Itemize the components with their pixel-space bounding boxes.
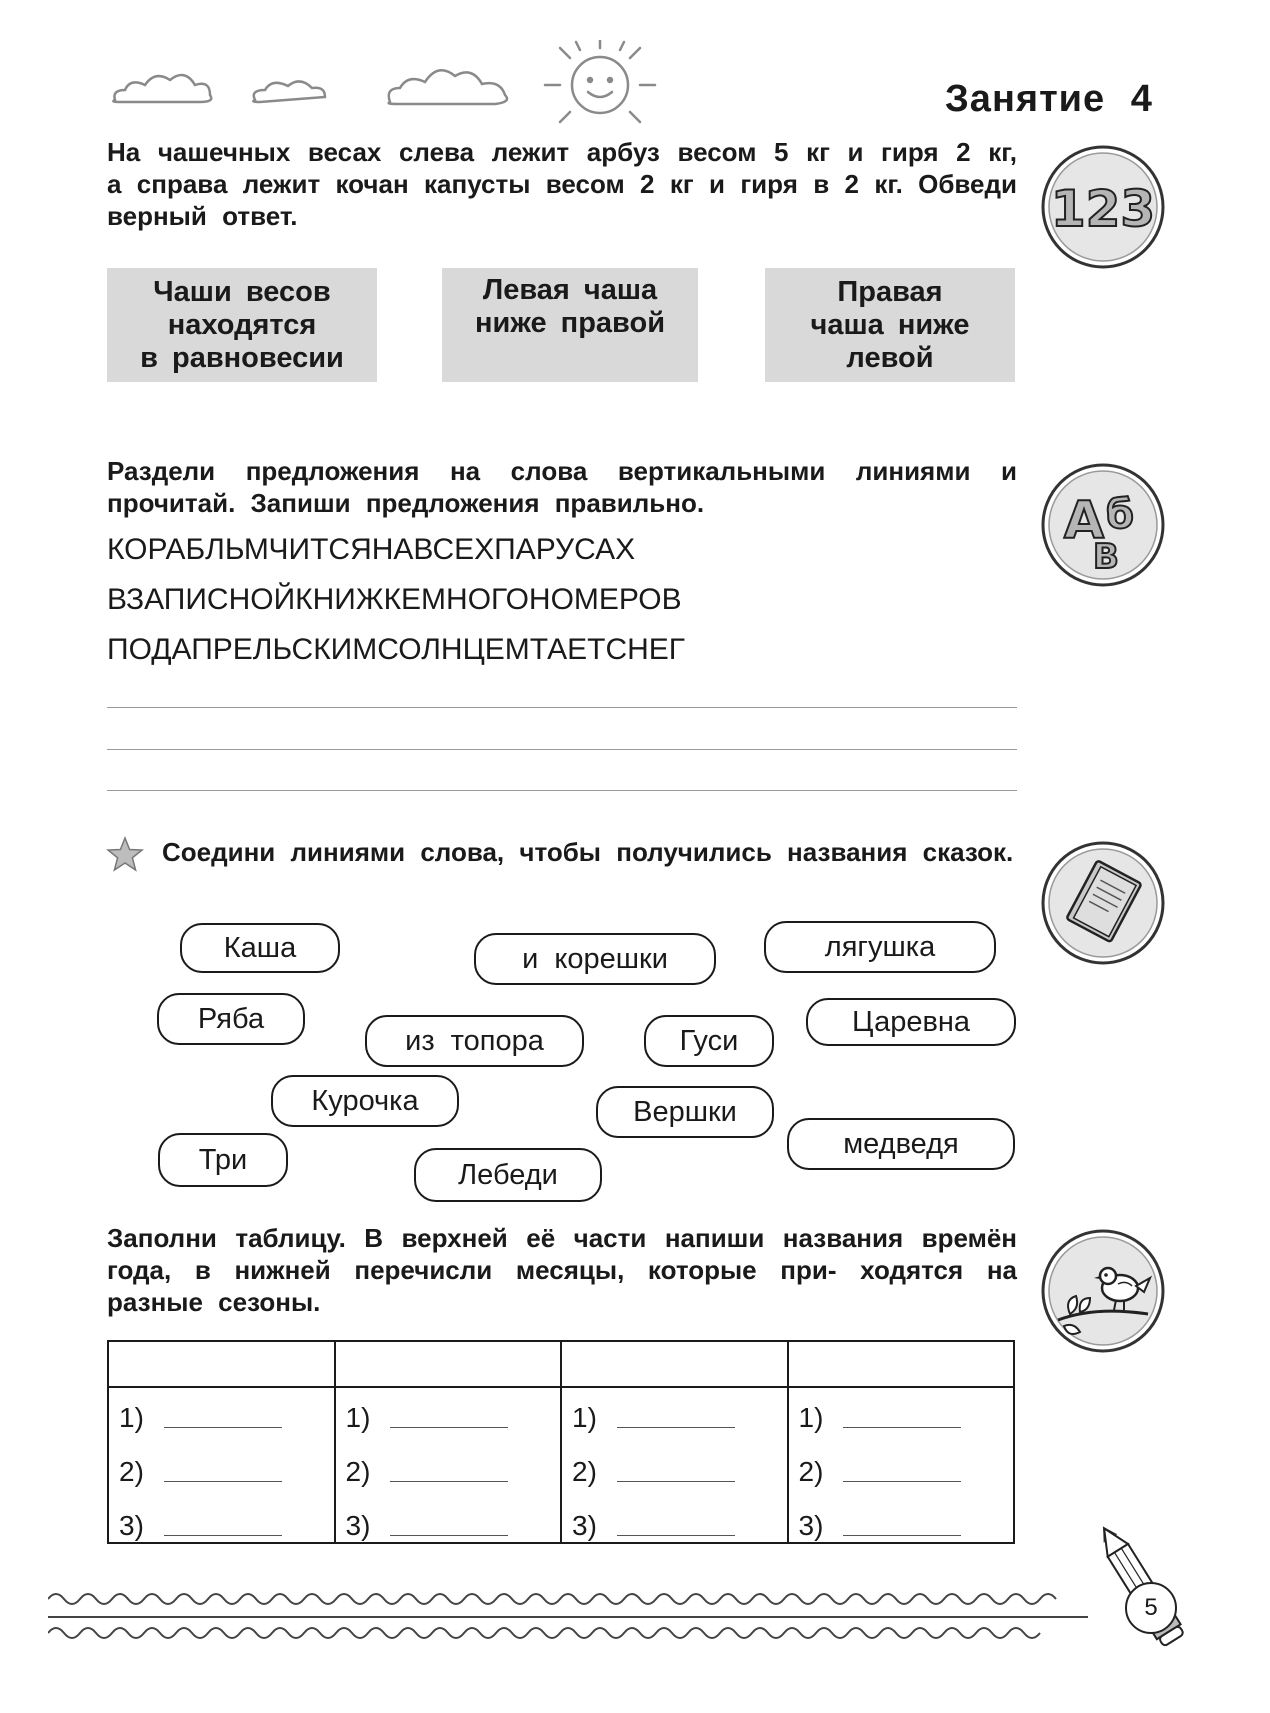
header-decoration: [100, 40, 670, 130]
month-label: 3): [345, 1510, 371, 1541]
month-write-line[interactable]: [390, 1481, 508, 1482]
scrambled-sentence-2: ВЗАПИСНОЙКНИЖКЕМНОГОНОМЕРОВ: [107, 583, 682, 616]
word-card-kasha[interactable]: Каша: [180, 923, 340, 973]
word-card-lebedi[interactable]: Лебеди: [414, 1148, 602, 1202]
word-card-iz-topora[interactable]: из топора: [365, 1015, 584, 1067]
word-card-tri[interactable]: Три: [158, 1133, 288, 1187]
badge-letter-b: б: [1106, 492, 1134, 538]
letters-icon: [1040, 462, 1166, 588]
month-write-line[interactable]: [617, 1535, 735, 1536]
star-icon: [106, 836, 144, 872]
month-write-line[interactable]: [164, 1535, 282, 1536]
answer-option-2-line2: ниже правой: [474, 307, 666, 339]
cloud-icon: [253, 81, 325, 102]
answer-write-line[interactable]: [107, 707, 1017, 708]
month-write-line[interactable]: [843, 1427, 961, 1428]
months-cell: [561, 1387, 788, 1543]
numbers-icon: [1040, 144, 1166, 270]
answer-option-1-line2: находятся: [167, 308, 317, 341]
month-write-line[interactable]: [617, 1427, 735, 1428]
wave-decoration: [48, 1585, 1098, 1645]
word-card-ryaba[interactable]: Ряба: [157, 993, 305, 1045]
month-label: 3): [798, 1510, 824, 1541]
badge-numbers-text: 123: [1050, 180, 1156, 238]
scrambled-sentence-1: КОРАБЛЬМЧИТСЯНАВСЕХПАРУСАХ: [107, 533, 636, 566]
month-label: 2): [119, 1456, 144, 1487]
page-number: 5: [1144, 1594, 1158, 1621]
word-card-medvedya[interactable]: медведя: [787, 1118, 1015, 1170]
sun-icon: [572, 57, 628, 113]
task3-text: Соедини линиями слова, чтобы получились названия сказок.: [162, 837, 1014, 867]
month-write-line[interactable]: [617, 1481, 735, 1482]
months-cell: [335, 1387, 562, 1543]
badge-letter-a: А: [1063, 491, 1105, 551]
answer-write-line[interactable]: [107, 749, 1017, 750]
seasons-table: [107, 1340, 1015, 1544]
month-write-line[interactable]: [390, 1427, 508, 1428]
task2-text: Раздели предложения на слова вертикальными линиями и прочитай. Запиши предложения правильно.: [107, 456, 1017, 518]
month-write-line[interactable]: [390, 1535, 508, 1536]
months-cell: [108, 1387, 335, 1543]
page-number-badge: [1125, 1582, 1177, 1634]
answer-option-1-line3: в равновесии: [140, 341, 344, 374]
season-header-row: [108, 1341, 1014, 1387]
word-card-i-koreshki[interactable]: и корешки: [474, 933, 716, 985]
month-label: 1): [798, 1402, 824, 1433]
word-card-gusi[interactable]: Гуси: [644, 1015, 774, 1067]
month-write-line[interactable]: [164, 1427, 282, 1428]
answer-option-3-line1: Правая: [837, 275, 943, 308]
month-write-line[interactable]: [843, 1535, 961, 1536]
months-row: [108, 1387, 1014, 1543]
badge-letter-c: В: [1093, 537, 1119, 577]
answer-option-2-line1: Левая чаша: [482, 274, 658, 306]
answer-option-1[interactable]: [107, 268, 377, 382]
task1-text: На чашечных весах слева лежит арбуз весом 5 кг и гиря 2 кг, а справа лежит кочан капусты весом 2 кг и гиря в 2 кг. Обведи верный ответ.: [107, 137, 1017, 231]
answer-option-1-line1: Чаши весов: [153, 275, 331, 308]
lesson-title: Занятие 4: [945, 78, 1153, 120]
answer-option-2[interactable]: [442, 268, 698, 382]
month-label: 1): [119, 1402, 144, 1433]
word-card-vershki[interactable]: Вершки: [596, 1086, 774, 1138]
month-write-line[interactable]: [164, 1481, 282, 1482]
answer-option-3[interactable]: [765, 268, 1015, 382]
answer-write-line[interactable]: [107, 790, 1017, 791]
months-cell: [788, 1387, 1015, 1543]
season-name-cell[interactable]: [108, 1341, 335, 1387]
task4-text: Заполни таблицу. В верхней её части напиши названия времён года, в нижней перечисли месяцы, которые при- ходятся на разные сезоны.: [107, 1223, 1017, 1317]
word-card-lyagushka[interactable]: лягушка: [764, 921, 996, 973]
cloud-icon: [113, 75, 211, 102]
scrambled-sentence-3: ПОДАПРЕЛЬСКИМСОЛНЦЕМТАЕТСНЕГ: [107, 633, 686, 666]
bird-icon: [1040, 1228, 1166, 1354]
month-label: 3): [119, 1510, 144, 1541]
month-label: 1): [572, 1402, 597, 1433]
month-label: 1): [345, 1402, 371, 1433]
answer-option-3-line2: чаша ниже: [810, 308, 970, 341]
month-label: 2): [345, 1456, 371, 1487]
month-label: 3): [572, 1510, 597, 1541]
month-write-line[interactable]: [843, 1481, 961, 1482]
month-label: 2): [572, 1456, 597, 1487]
word-card-kurochka[interactable]: Курочка: [271, 1075, 459, 1127]
book-icon: [1040, 840, 1166, 966]
season-name-cell[interactable]: [335, 1341, 562, 1387]
season-name-cell[interactable]: [561, 1341, 788, 1387]
answer-option-3-line3: левой: [846, 341, 934, 374]
month-label: 2): [798, 1456, 824, 1487]
word-card-tsarevna[interactable]: Царевна: [806, 998, 1016, 1046]
cloud-icon: [389, 70, 507, 104]
season-name-cell[interactable]: [788, 1341, 1015, 1387]
